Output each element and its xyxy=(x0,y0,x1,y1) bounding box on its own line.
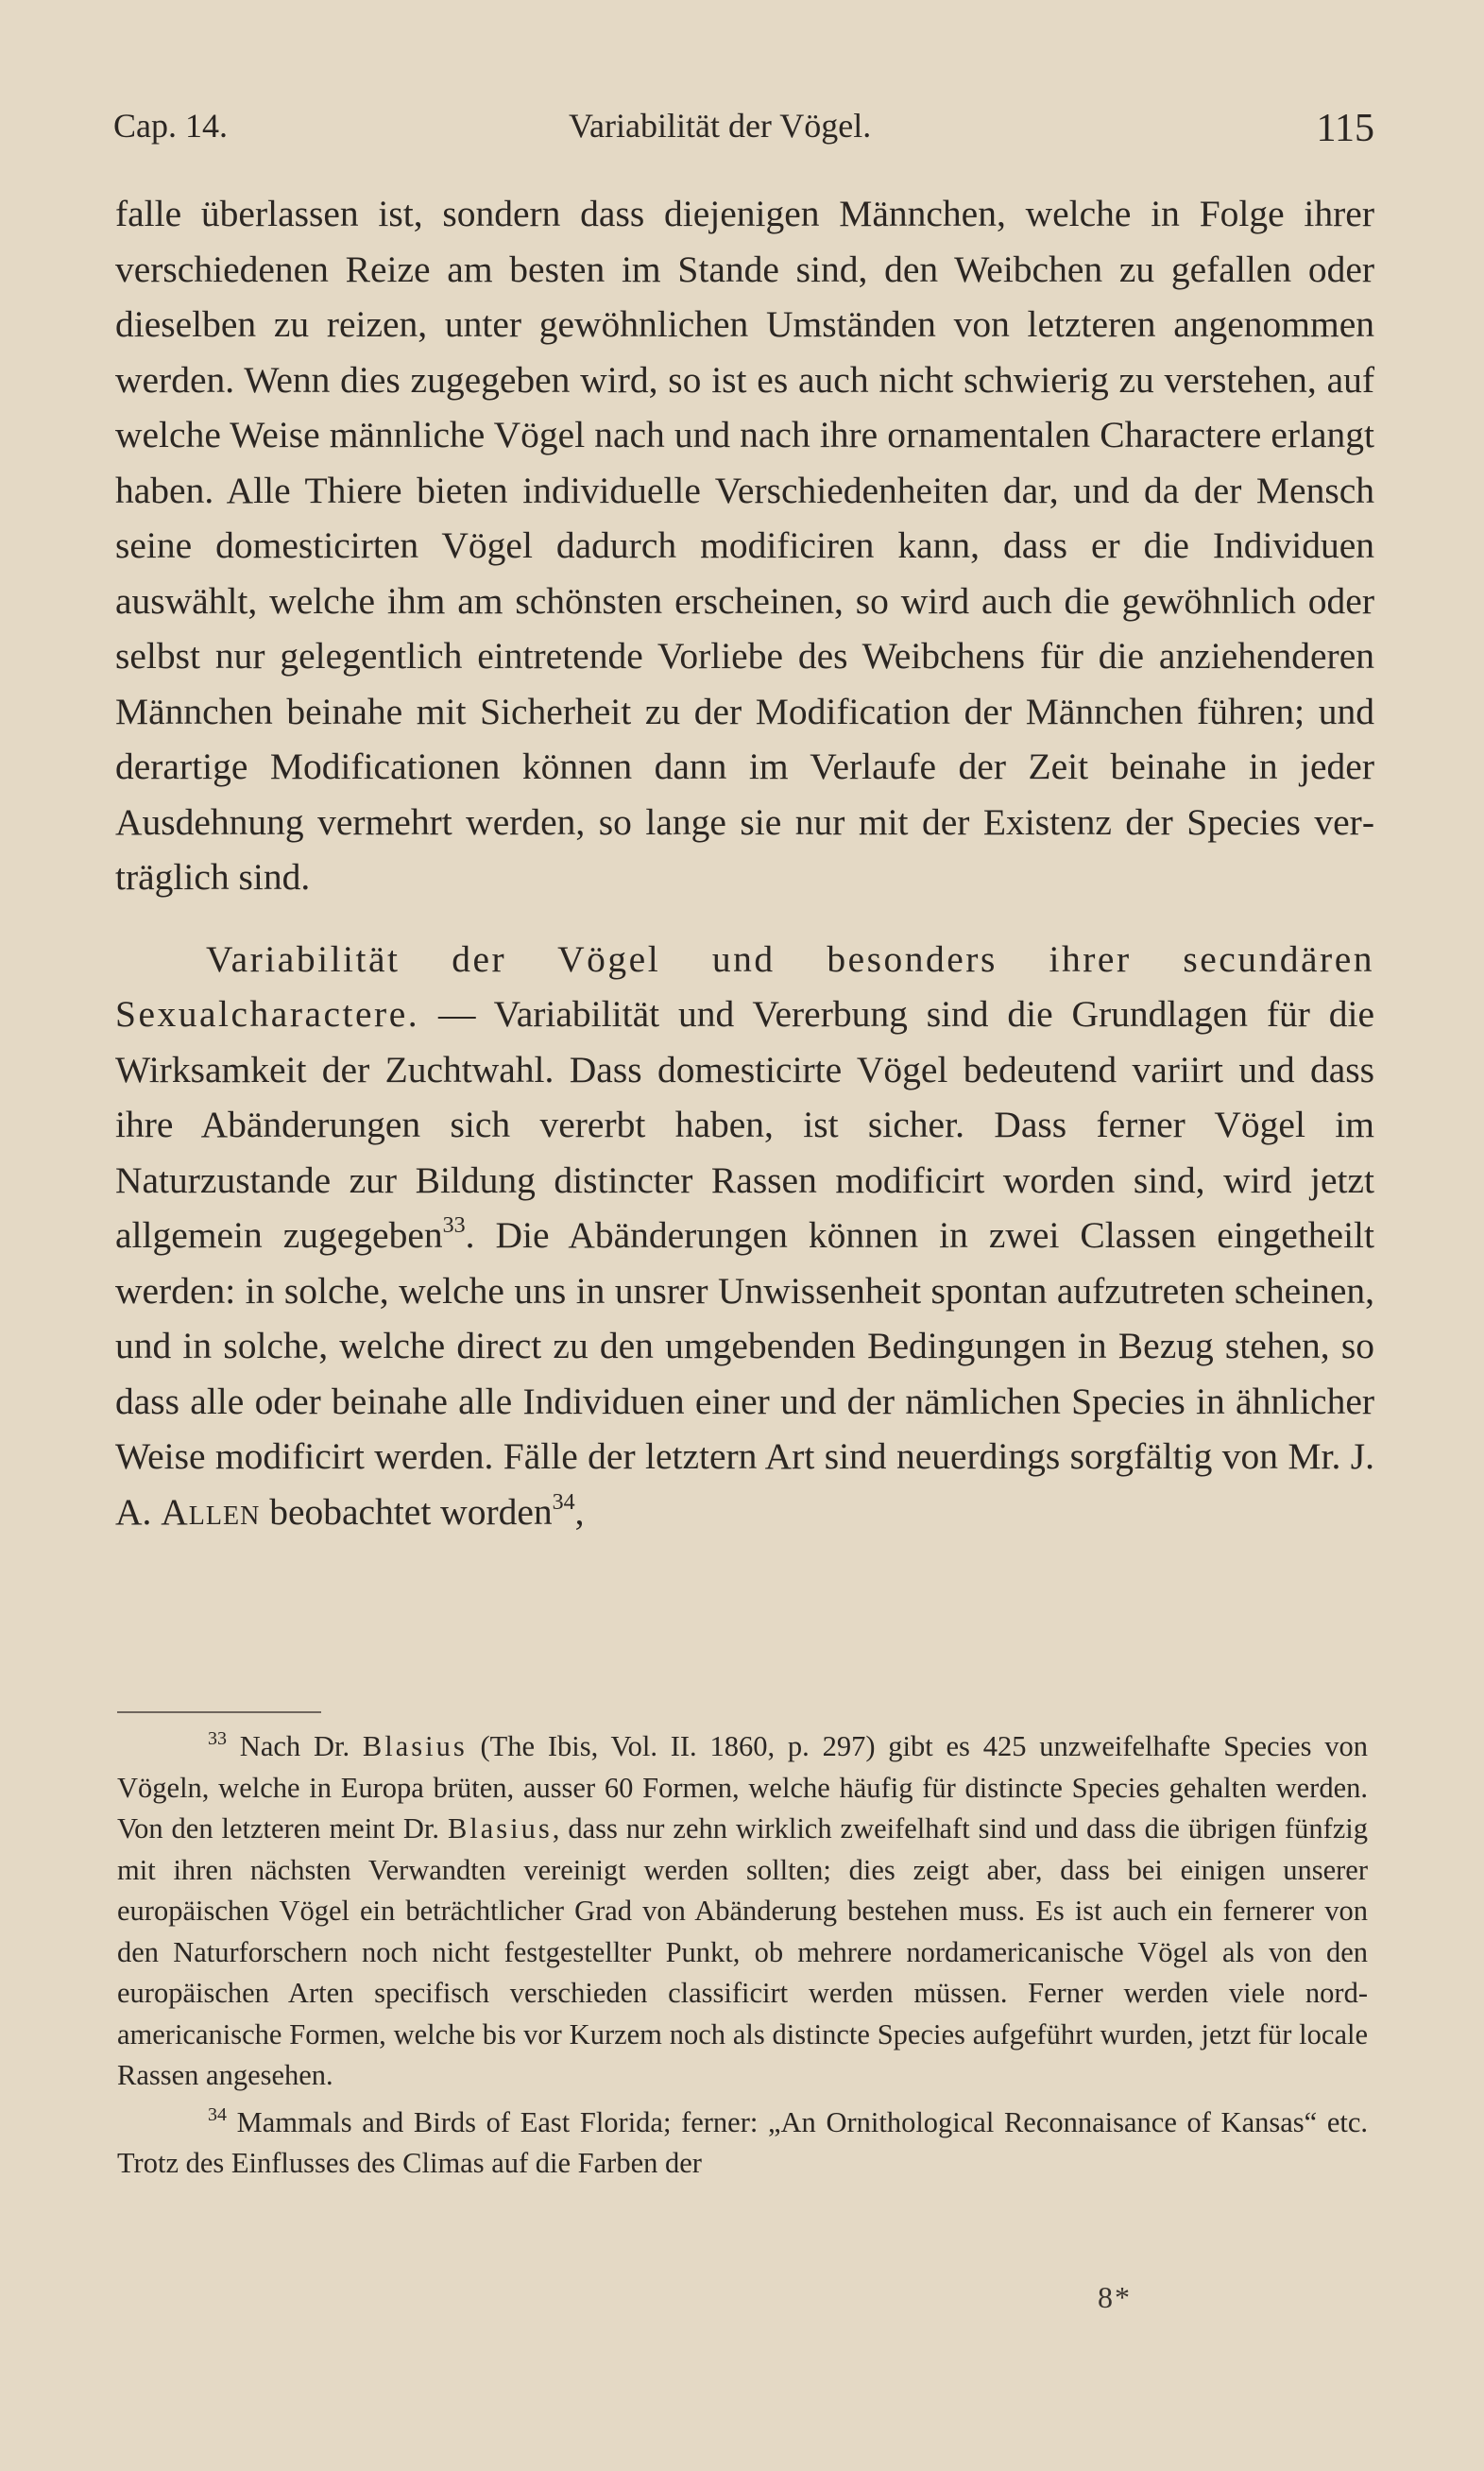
signature-mark: 8* xyxy=(1098,2280,1132,2314)
author-name: Allen xyxy=(161,1490,261,1533)
chapter-label: Cap. 14. xyxy=(113,107,228,145)
footnote-divider xyxy=(117,1711,321,1713)
footnote-text: Mammals and Birds of East Florida; ferner: „An Ornithological Reconnaisance of Kansas“ etc. Trotz des Einflusses des Climas auf die Farben der xyxy=(117,2105,1368,2179)
paragraph-text: , xyxy=(574,1490,585,1533)
section-heading: Variabilität der Vögel und besonders ihrer secundären Sexualcharactere. xyxy=(115,937,1374,1035)
footnote-marker: 34 xyxy=(208,2103,227,2125)
footnote-text: (The Ibis, Vol. II. 1860, p. 297) gibt es 425 unzweifelhafte Species von Vögeln, welche in Europa brüten, ausser 60 Formen, welche häufig für distincte Species gehalten werden. Von den letzteren meint Dr. xyxy=(117,1730,1368,1845)
paragraph-text: — Variabilität und Vererbung sind die Grundlagen für die Wirksamkeit der Zuchtwahl. Dass domesticirte Vögel bedeutend variirt und dass ihre Abänderungen sich vererbt haben, ist sicher. Dass ferner Vögel im Naturzustande zur Bildung distincter Rassen modificirt worden sind, wird jetzt allgemein zugegeben xyxy=(115,993,1374,1256)
running-title: Variabilität der Vögel. xyxy=(569,107,872,145)
author-name: Blasius xyxy=(447,1812,553,1845)
page-number: 115 xyxy=(1316,107,1374,150)
main-text xyxy=(115,186,1374,1539)
running-head xyxy=(113,106,1374,163)
paragraph-text: beobachtet worden xyxy=(260,1490,553,1533)
footnote-33 xyxy=(117,1726,1368,2097)
paragraph-text: . Die Abänderungen können in zwei Classen eingetheilt werden: in solche, welche uns in unsrer Unwissenheit spontan aufzutreten scheinen, und in solche, welche direct zu den umgebenden Bedingungen in Bezug stehen, so dass alle oder beinahe alle Individuen einer und der nämlichen Species in ähnlicher Weise modificirt werden. Fälle der letztern Art sind neuerdings sorgfältig von Mr. J. A. xyxy=(115,1214,1375,1533)
paragraph-continued: falle überlassen ist, sondern dass diejenigen Männchen, welche in Folge ihrer verschiedenen Reize am besten im Stande sind, den Weibchen zu gefallen oder dieselben zu reizen, unter gewöhnlichen Umständen von letzteren angenommen werden. Wenn dies zugegeben wird, so ist es auch nicht schwierig zu verstehen, auf welche Weise männliche Vögel nach und nach ihre ornamentalen Charactere erlangt haben. Alle Thiere bieten individuelle Verschiedenheiten dar, und da der Mensch seine domesticirten Vögel dadurch modificiren kann, dass er die Individuen auswählt, welche ihm am schönsten erscheinen, so wird auch die gewöhnlich oder selbst nur gelegentlich eintretende Vorliebe des Weibchens für die anziehenderen Männchen beinahe mit Sicherheit zu der Modification der Männchen führen; und derartige Modificationen können dann im Verlaufe der Zeit beinahe in jeder Ausdehnung vermehrt werden, so lange sie nur mit der Existenz der Species verträglich sind. xyxy=(115,193,1374,898)
footnote-34 xyxy=(117,2102,1368,2185)
footnote-ref-34: 34 xyxy=(552,1489,575,1515)
footnote-text: , dass nur zehn wirklich zweifelhaft sind und dass die übrigen fünfzig mit ihren nächsten Verwandten vereinigt werden sollten; dies zeigt aber, dass bei einigen unserer europäischen Vögel ein beträchtlicher Grad von Abänderung bestehen muss. Es ist auch ein fernerer von den Naturforschern noch nicht festgestellter Punkt, ob mehrere nordamericanische Vögel als von den europäischen Arten specifisch verschieden classificirt werden müssen. Ferner werden viele nordamericanische Formen, welche bis vor Kurzem noch als distincte Species aufgeführt wurden, jetzt für locale Rassen angesehen. xyxy=(117,1812,1368,2091)
footnote-marker: 33 xyxy=(208,1728,227,1749)
footnotes xyxy=(117,1726,1368,2185)
footnote-ref-33: 33 xyxy=(442,1213,466,1238)
section-paragraph xyxy=(115,932,1374,1540)
author-name: Blasius xyxy=(362,1730,468,1762)
footnote-text: Nach Dr. xyxy=(227,1730,363,1762)
